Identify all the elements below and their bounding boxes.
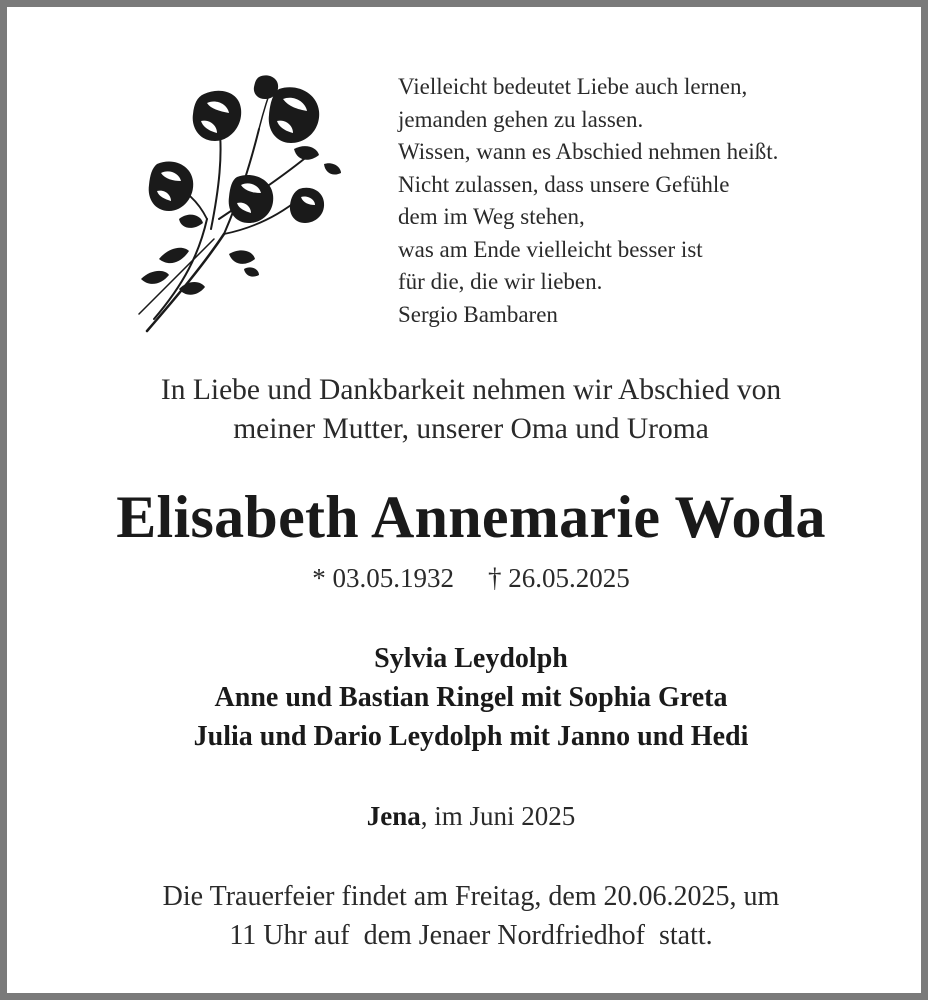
place-date: , im Juni 2025 [420,801,576,831]
ceremony-info [7,877,928,955]
death-date: † 26.05.2025 [488,563,630,593]
poem-author: Sergio Bambaren [398,301,558,327]
life-dates [7,560,928,596]
poem-line: was am Ende vielleicht besser ist [398,236,703,262]
mourner-line: Julia und Dario Leydolph mit Janno und Hedi [193,721,749,752]
poem-line: dem im Weg stehen, [398,204,585,229]
ceremony-line: 11 Uhr auf dem Jenaer Nordfriedhof statt. [229,920,713,951]
place-city: Jena [366,801,421,831]
rose-bouquet-icon [119,69,355,337]
farewell-intro [7,371,928,449]
poem-line: Nicht zulassen, dass unsere Gefühle [398,171,730,197]
intro-line: meiner Mutter, unserer Oma und Uroma [233,413,709,445]
deceased-name: Elisabeth Annemarie Woda [116,484,826,550]
intro-line: In Liebe und Dankbarkeit nehmen wir Abschied von [160,374,782,406]
poem-line: für die, die wir lieben. [398,269,603,294]
ceremony-line: Die Trauerfeier findet am Freitag, dem 20.06.2025, um [162,881,780,912]
mourner-line: Anne und Bastian Ringel mit Sophia Greta [214,682,728,713]
mourner-line: Sylvia Leydolph [374,643,568,674]
poem-line: Wissen, wann es Abschied nehmen heißt. [398,139,779,164]
mourners [7,639,928,756]
place-and-date [7,798,928,834]
poem [398,71,898,331]
birth-date: * 03.05.1932 [312,563,454,593]
poem-line: jemanden gehen zu lassen. [398,106,644,132]
poem-line: Vielleicht bedeutet Liebe auch lernen, [398,74,748,99]
